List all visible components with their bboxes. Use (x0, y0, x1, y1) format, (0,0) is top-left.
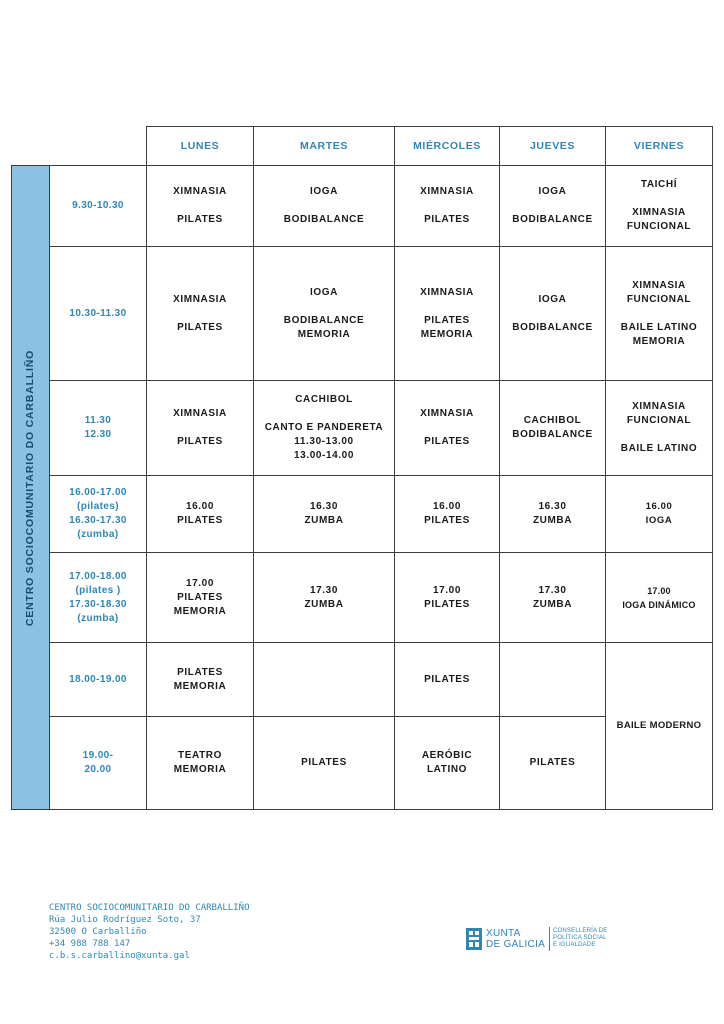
class-cell: 17.00 PILATES (394, 552, 500, 643)
class-cell: XIMNASIA PILATES (146, 246, 254, 381)
time-slot-3: 11.30 12.30 (49, 380, 147, 476)
class-cell: TEATRO MEMORIA (146, 716, 254, 810)
class-cell: CACHIBOL CANTO E PANDERETA 11.30-13.00 13.00-14.00 (253, 380, 395, 476)
class-cell: 16.30 ZUMBA (253, 475, 395, 553)
class-cell: AERÓBIC LATINO (394, 716, 500, 810)
class-cell: XIMNASIA FUNCIONAL BAILE LATINO (605, 380, 713, 476)
class-cell: 16.30 ZUMBA (499, 475, 606, 553)
class-cell: XIMNASIA FUNCIONAL BAILE LATINO MEMORIA (605, 246, 713, 381)
logo-divider (549, 927, 550, 951)
day-header-miercoles: MIÉRCOLES (394, 126, 500, 166)
time-slot-4: 16.00-17.00 (pilates) 16.30-17.30 (zumba) (49, 475, 147, 553)
class-cell: PILATES MEMORIA (146, 642, 254, 717)
class-cell: TAICHÍ XIMNASIA FUNCIONAL (605, 165, 713, 247)
class-cell-merged: BAILE MODERNO (605, 642, 713, 810)
class-cell: 16.00 IOGA (605, 475, 713, 553)
class-cell: 17.00 PILATES MEMORIA (146, 552, 254, 643)
day-header-viernes: VIERNES (605, 126, 713, 166)
footer-street: Rúa Julio Rodríguez Soto, 37 (49, 915, 201, 925)
center-name-vertical: CENTRO SOCIOCOMUNITARIO DO CARBALLIÑO (24, 349, 37, 626)
sidebar-label-bar (11, 165, 50, 810)
logo-dept-2: POLÍTICA SOCIAL (553, 935, 607, 941)
logo-line2: DE GALICIA (486, 939, 546, 950)
time-slot-2: 10.30-11.30 (49, 246, 147, 381)
logo-dept-3: E IGUALDADE (553, 942, 596, 948)
class-cell: XIMNASIA PILATES MEMORIA (394, 246, 500, 381)
class-cell: IOGA BODIBALANCE (253, 165, 395, 247)
class-cell: 17.00 IOGA DINÁMICO (605, 552, 713, 643)
footer-phone: +34 988 788 147 (49, 939, 131, 949)
time-slot-7: 19.00- 20.00 (49, 716, 147, 810)
class-cell: PILATES (253, 716, 395, 810)
xunta-emblem-icon (466, 928, 482, 950)
time-slot-6: 18.00-19.00 (49, 642, 147, 717)
xunta-logo (466, 927, 616, 953)
class-cell: 16.00 PILATES (394, 475, 500, 553)
class-cell: XIMNASIA PILATES (146, 380, 254, 476)
logo-line1: XUNTA (486, 928, 521, 939)
class-cell: 17.30 ZUMBA (499, 552, 606, 643)
class-cell: IOGA BODIBALANCE (499, 165, 606, 247)
class-cell: CACHIBOL BODIBALANCE (499, 380, 606, 476)
class-cell: XIMNASIA PILATES (394, 165, 500, 247)
class-cell: PILATES (499, 716, 606, 810)
class-cell-empty (253, 642, 395, 717)
day-header-jueves: JUEVES (499, 126, 606, 166)
day-header-martes: MARTES (253, 126, 395, 166)
class-cell: IOGA BODIBALANCE MEMORIA (253, 246, 395, 381)
class-cell: 17.30 ZUMBA (253, 552, 395, 643)
class-cell-empty (499, 642, 606, 717)
class-cell: PILATES (394, 642, 500, 717)
class-cell: 16.00 PILATES (146, 475, 254, 553)
logo-dept-1: CONSELLERÍA DE (553, 928, 608, 934)
class-cell: XIMNASIA PILATES (394, 380, 500, 476)
footer-address (49, 902, 329, 962)
footer-city: 32500 O Carballiño (49, 927, 147, 937)
time-slot-1: 9.30-10.30 (49, 165, 147, 247)
class-cell: IOGA BODIBALANCE (499, 246, 606, 381)
class-cell: XIMNASIA PILATES (146, 165, 254, 247)
day-header-lunes: LUNES (146, 126, 254, 166)
time-slot-5: 17.00-18.00 (pilates ) 17.30-18.30 (zumba) (49, 552, 147, 643)
footer-email[interactable]: c.b.s.carballino@xunta.gal (49, 951, 190, 961)
footer-center-name: CENTRO SOCIOCOMUNITARIO DO CARBALLIÑO (49, 903, 250, 913)
